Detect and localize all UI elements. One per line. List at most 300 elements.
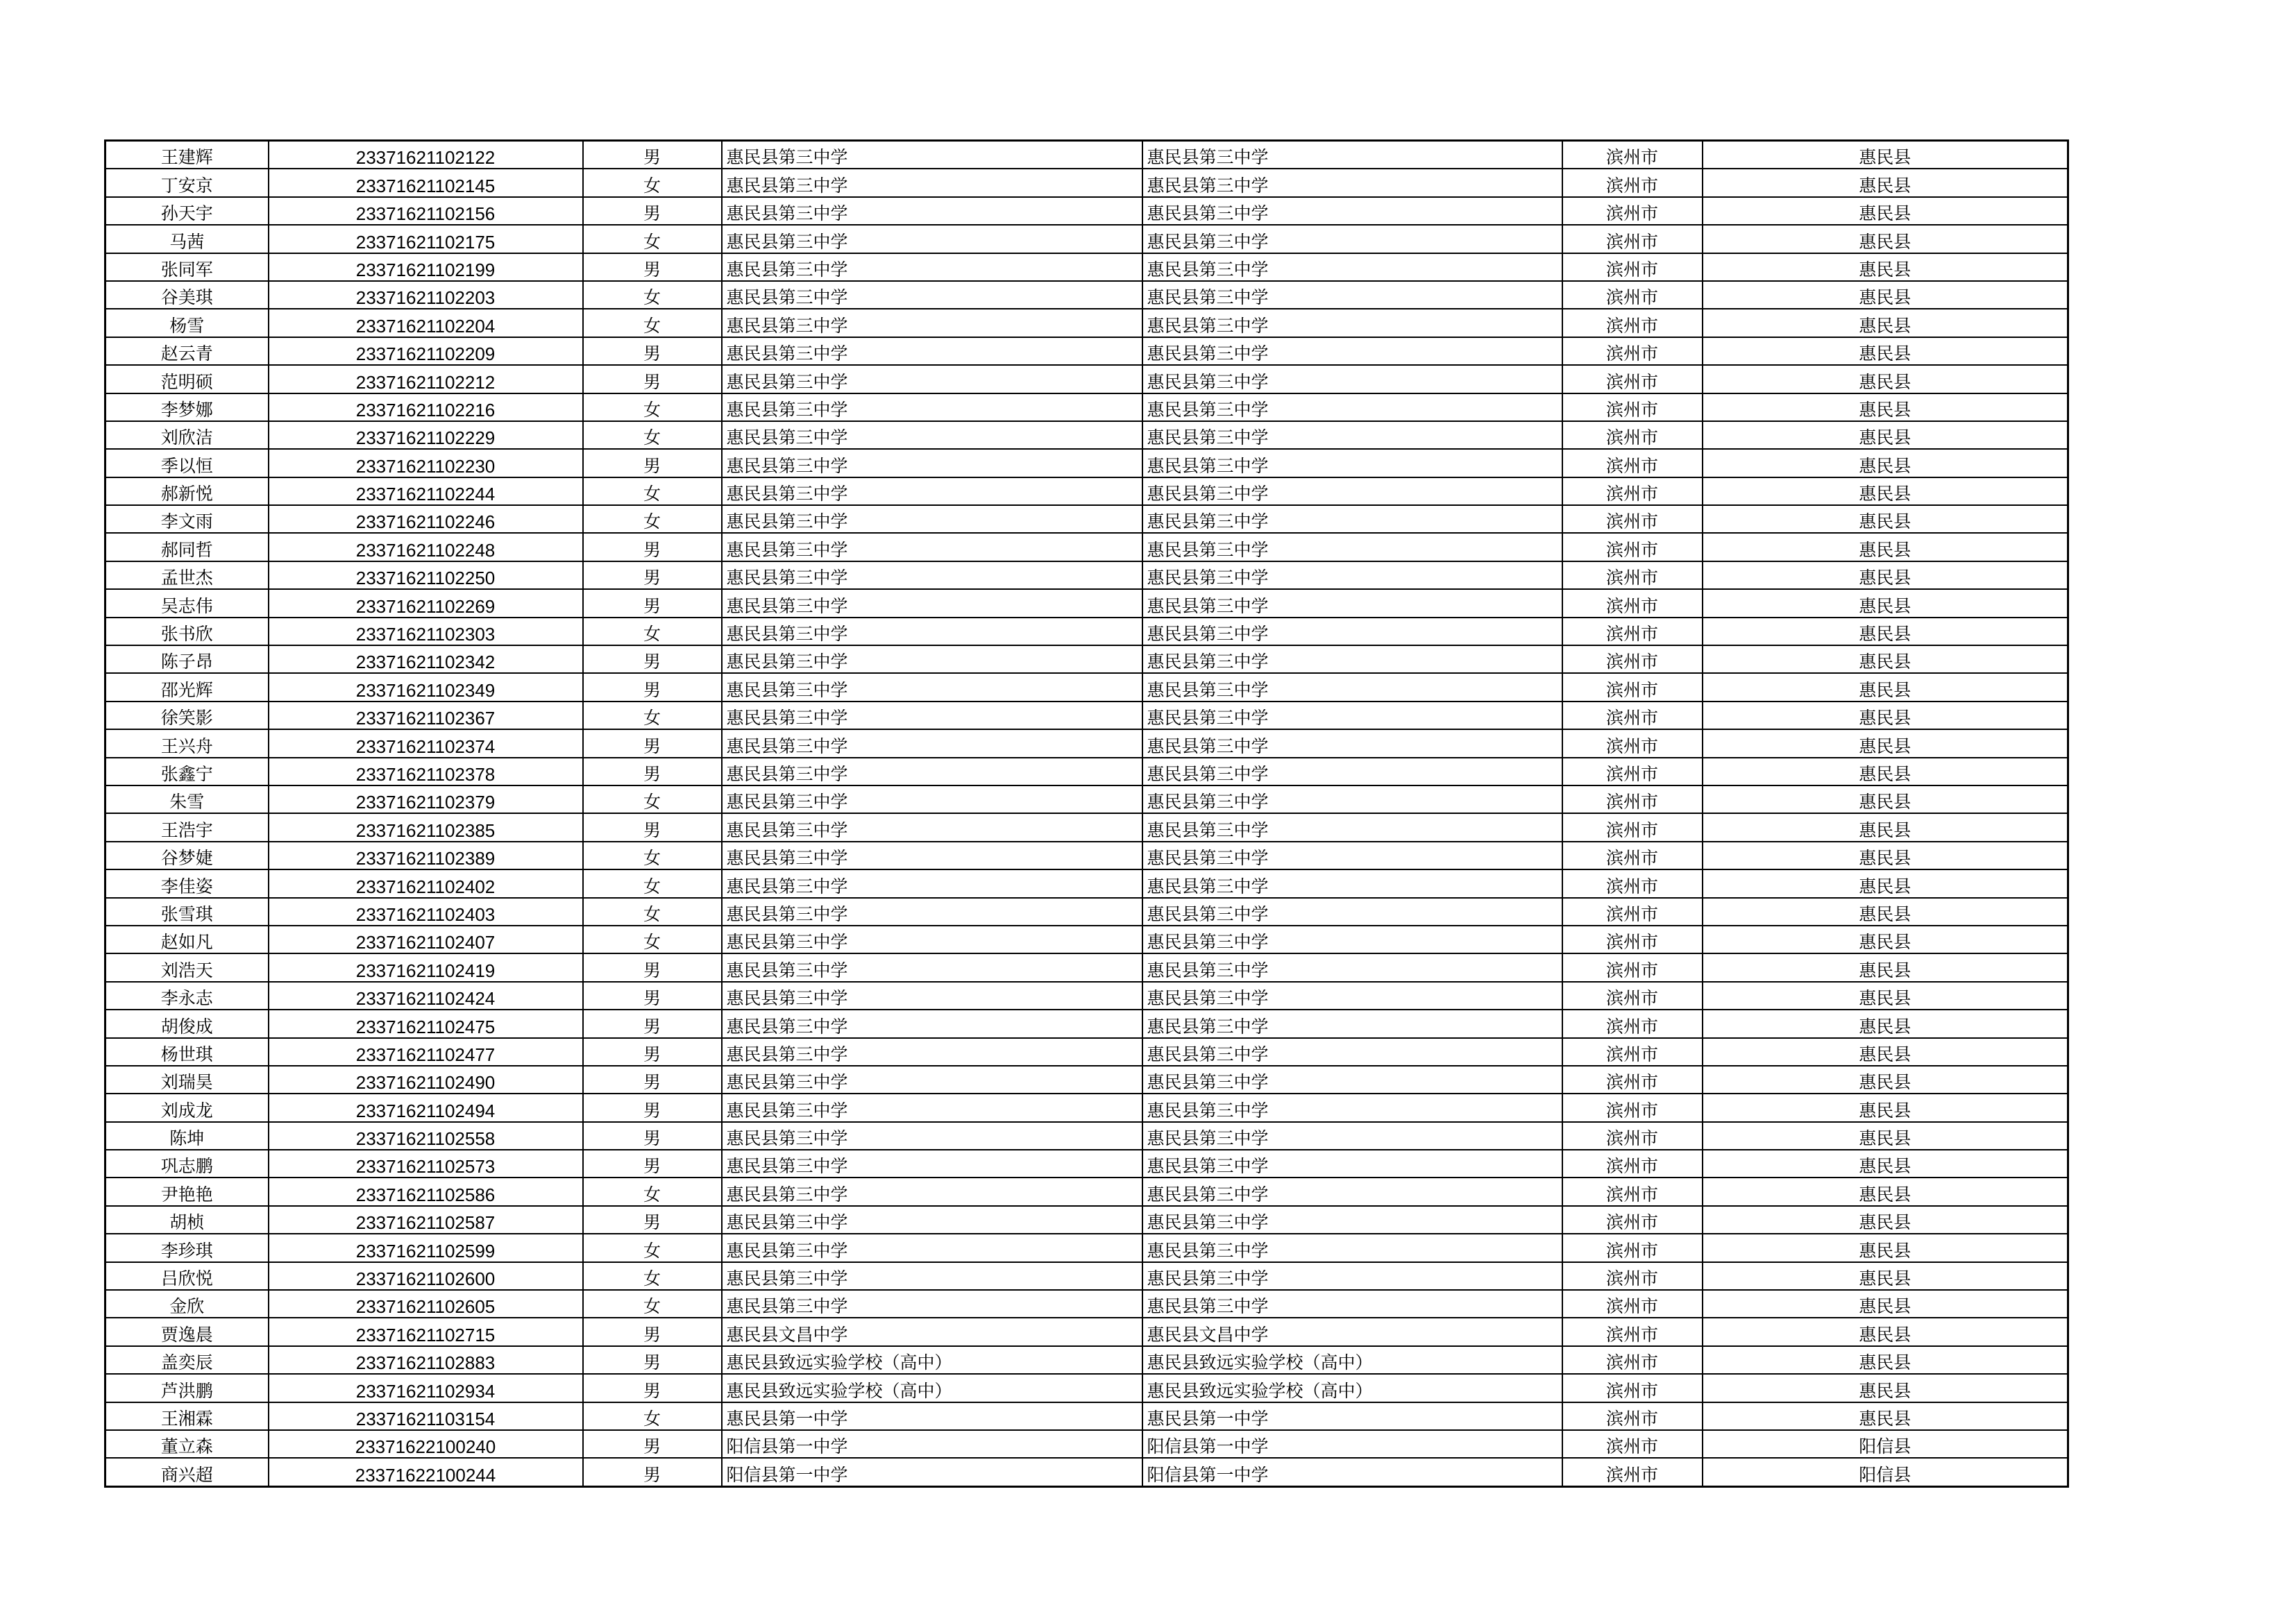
county-cell: 惠民县 <box>1703 1122 2068 1150</box>
table-row <box>105 1234 2068 1261</box>
gender-cell: 女 <box>583 1402 722 1430</box>
city-cell: 滨州市 <box>1562 421 1703 449</box>
exam-number-cell: 23371621102230 <box>269 449 583 477</box>
gender-cell: 男 <box>583 337 722 365</box>
gender-cell: 男 <box>583 673 722 701</box>
table-row <box>105 1150 2068 1178</box>
student-name-cell: 商兴超 <box>105 1458 269 1486</box>
county-cell: 惠民县 <box>1703 1318 2068 1345</box>
school-cell-2: 惠民县第三中学 <box>1142 589 1562 617</box>
county-cell: 惠民县 <box>1703 729 2068 757</box>
school-cell: 惠民县第三中学 <box>722 926 1142 953</box>
school-cell-2: 阳信县第一中学 <box>1142 1430 1562 1458</box>
school-cell-2: 惠民县第三中学 <box>1142 1262 1562 1290</box>
county-cell: 惠民县 <box>1703 1010 2068 1037</box>
exam-number-cell: 23371621103154 <box>269 1402 583 1430</box>
student-name-cell: 陈子昂 <box>105 645 269 673</box>
county-cell: 惠民县 <box>1703 589 2068 617</box>
table-row <box>105 645 2068 673</box>
exam-number-cell: 23371621102475 <box>269 1010 583 1037</box>
table-row <box>105 1206 2068 1234</box>
table-row <box>105 926 2068 953</box>
city-cell: 滨州市 <box>1562 1262 1703 1290</box>
student-name-cell: 芦洪鹏 <box>105 1374 269 1402</box>
gender-cell: 男 <box>583 449 722 477</box>
student-name-cell: 张书欣 <box>105 618 269 645</box>
exam-number-cell: 23371621102250 <box>269 561 583 589</box>
gender-cell: 女 <box>583 1290 722 1318</box>
student-name-cell: 谷美琪 <box>105 281 269 309</box>
school-cell: 阳信县第一中学 <box>722 1458 1142 1486</box>
county-cell: 惠民县 <box>1703 785 2068 813</box>
student-name-cell: 郝同哲 <box>105 533 269 561</box>
exam-number-cell: 23371621102229 <box>269 421 583 449</box>
table-row <box>105 1038 2068 1066</box>
gender-cell: 男 <box>583 758 722 785</box>
gender-cell: 女 <box>583 505 722 533</box>
student-name-cell: 刘成龙 <box>105 1094 269 1121</box>
student-name-cell: 盖奕辰 <box>105 1346 269 1374</box>
table-row <box>105 1178 2068 1205</box>
student-name-cell: 马茜 <box>105 225 269 253</box>
gender-cell: 男 <box>583 813 722 841</box>
school-cell-2: 惠民县第三中学 <box>1142 533 1562 561</box>
school-cell: 惠民县第三中学 <box>722 953 1142 981</box>
exam-number-cell: 23371621102403 <box>269 898 583 926</box>
school-cell: 惠民县第三中学 <box>722 337 1142 365</box>
student-name-cell: 范明硕 <box>105 365 269 393</box>
school-cell-2: 阳信县第一中学 <box>1142 1458 1562 1486</box>
school-cell: 惠民县第三中学 <box>722 1038 1142 1066</box>
gender-cell: 男 <box>583 1206 722 1234</box>
city-cell: 滨州市 <box>1562 645 1703 673</box>
school-cell-2: 惠民县第三中学 <box>1142 197 1562 225</box>
gender-cell: 男 <box>583 1430 722 1458</box>
city-cell: 滨州市 <box>1562 477 1703 505</box>
student-name-cell: 刘欣洁 <box>105 421 269 449</box>
exam-number-cell: 23371622100240 <box>269 1430 583 1458</box>
student-name-cell: 杨世琪 <box>105 1038 269 1066</box>
school-cell-2: 惠民县第三中学 <box>1142 645 1562 673</box>
county-cell: 惠民县 <box>1703 477 2068 505</box>
school-cell-2: 惠民县文昌中学 <box>1142 1318 1562 1345</box>
gender-cell: 女 <box>583 169 722 196</box>
table-row <box>105 1346 2068 1374</box>
school-cell: 惠民县第三中学 <box>722 505 1142 533</box>
school-cell-2: 惠民县第三中学 <box>1142 1290 1562 1318</box>
school-cell: 惠民县第三中学 <box>722 225 1142 253</box>
school-cell-2: 惠民县第三中学 <box>1142 1038 1562 1066</box>
student-name-cell: 杨雪 <box>105 309 269 337</box>
city-cell: 滨州市 <box>1562 813 1703 841</box>
school-cell-2: 惠民县第三中学 <box>1142 1066 1562 1094</box>
gender-cell: 女 <box>583 309 722 337</box>
gender-cell: 女 <box>583 225 722 253</box>
student-name-cell: 尹艳艳 <box>105 1178 269 1205</box>
gender-cell: 男 <box>583 365 722 393</box>
city-cell: 滨州市 <box>1562 1374 1703 1402</box>
table-row <box>105 1010 2068 1037</box>
county-cell: 惠民县 <box>1703 1290 2068 1318</box>
county-cell: 惠民县 <box>1703 645 2068 673</box>
county-cell: 惠民县 <box>1703 533 2068 561</box>
school-cell-2: 惠民县第三中学 <box>1142 1150 1562 1178</box>
table-row <box>105 393 2068 421</box>
city-cell: 滨州市 <box>1562 169 1703 196</box>
table-row <box>105 533 2068 561</box>
student-name-cell: 陈坤 <box>105 1122 269 1150</box>
exam-number-cell: 23371621102600 <box>269 1262 583 1290</box>
student-name-cell: 李珍琪 <box>105 1234 269 1261</box>
city-cell: 滨州市 <box>1562 449 1703 477</box>
school-cell-2: 惠民县第三中学 <box>1142 842 1562 869</box>
city-cell: 滨州市 <box>1562 1206 1703 1234</box>
city-cell: 滨州市 <box>1562 365 1703 393</box>
gender-cell: 女 <box>583 785 722 813</box>
table-row <box>105 421 2068 449</box>
gender-cell: 男 <box>583 1346 722 1374</box>
city-cell: 滨州市 <box>1562 225 1703 253</box>
county-cell: 惠民县 <box>1703 1038 2068 1066</box>
county-cell: 惠民县 <box>1703 561 2068 589</box>
school-cell: 惠民县第三中学 <box>722 1094 1142 1121</box>
city-cell: 滨州市 <box>1562 785 1703 813</box>
school-cell: 惠民县第三中学 <box>722 729 1142 757</box>
student-name-cell: 王建辉 <box>105 141 269 169</box>
student-name-cell: 孙天宇 <box>105 197 269 225</box>
school-cell: 惠民县第三中学 <box>722 785 1142 813</box>
student-name-cell: 贾逸晨 <box>105 1318 269 1345</box>
student-name-cell: 孟世杰 <box>105 561 269 589</box>
city-cell: 滨州市 <box>1562 982 1703 1010</box>
gender-cell: 男 <box>583 729 722 757</box>
school-cell-2: 惠民县第三中学 <box>1142 618 1562 645</box>
city-cell: 滨州市 <box>1562 1094 1703 1121</box>
gender-cell: 男 <box>583 953 722 981</box>
exam-number-cell: 23371621102934 <box>269 1374 583 1402</box>
student-name-cell: 董立森 <box>105 1430 269 1458</box>
city-cell: 滨州市 <box>1562 1458 1703 1486</box>
table-row <box>105 1402 2068 1430</box>
table-row <box>105 225 2068 253</box>
city-cell: 滨州市 <box>1562 337 1703 365</box>
exam-number-cell: 23371621102349 <box>269 673 583 701</box>
county-cell: 惠民县 <box>1703 1374 2068 1402</box>
table-row <box>105 449 2068 477</box>
county-cell: 惠民县 <box>1703 197 2068 225</box>
city-cell: 滨州市 <box>1562 1150 1703 1178</box>
city-cell: 滨州市 <box>1562 926 1703 953</box>
exam-number-cell: 23371621102715 <box>269 1318 583 1345</box>
county-cell: 惠民县 <box>1703 1346 2068 1374</box>
exam-number-cell: 23371621102490 <box>269 1066 583 1094</box>
school-cell-2: 惠民县第三中学 <box>1142 477 1562 505</box>
exam-number-cell: 23371621102419 <box>269 953 583 981</box>
school-cell: 惠民县第三中学 <box>722 618 1142 645</box>
county-cell: 惠民县 <box>1703 673 2068 701</box>
city-cell: 滨州市 <box>1562 1038 1703 1066</box>
exam-number-cell: 23371621102156 <box>269 197 583 225</box>
school-cell-2: 惠民县第三中学 <box>1142 281 1562 309</box>
table-row <box>105 982 2068 1010</box>
county-cell: 惠民县 <box>1703 253 2068 281</box>
student-name-cell: 张雪琪 <box>105 898 269 926</box>
exam-number-cell: 23371621102587 <box>269 1206 583 1234</box>
student-name-cell: 胡桢 <box>105 1206 269 1234</box>
school-cell-2: 惠民县第三中学 <box>1142 982 1562 1010</box>
school-cell: 惠民县第三中学 <box>722 1122 1142 1150</box>
table-row <box>105 813 2068 841</box>
table-row <box>105 365 2068 393</box>
school-cell-2: 惠民县第三中学 <box>1142 505 1562 533</box>
county-cell: 惠民县 <box>1703 141 2068 169</box>
table-row <box>105 337 2068 365</box>
table-row <box>105 1066 2068 1094</box>
school-cell-2: 惠民县第三中学 <box>1142 421 1562 449</box>
exam-number-cell: 23371621102367 <box>269 702 583 729</box>
county-cell: 惠民县 <box>1703 1094 2068 1121</box>
student-name-cell: 巩志鹏 <box>105 1150 269 1178</box>
school-cell-2: 惠民县第三中学 <box>1142 869 1562 897</box>
gender-cell: 男 <box>583 197 722 225</box>
county-cell: 惠民县 <box>1703 842 2068 869</box>
gender-cell: 男 <box>583 1150 722 1178</box>
gender-cell: 女 <box>583 1178 722 1205</box>
school-cell: 惠民县第三中学 <box>722 869 1142 897</box>
school-cell-2: 惠民县致远实验学校（高中） <box>1142 1346 1562 1374</box>
gender-cell: 男 <box>583 533 722 561</box>
school-cell: 惠民县第三中学 <box>722 365 1142 393</box>
student-name-cell: 王浩宇 <box>105 813 269 841</box>
school-cell: 惠民县第三中学 <box>722 533 1142 561</box>
county-cell: 惠民县 <box>1703 309 2068 337</box>
gender-cell: 男 <box>583 1458 722 1486</box>
student-name-cell: 胡俊成 <box>105 1010 269 1037</box>
gender-cell: 男 <box>583 1038 722 1066</box>
table-row <box>105 253 2068 281</box>
student-name-cell: 邵光辉 <box>105 673 269 701</box>
school-cell: 惠民县第三中学 <box>722 393 1142 421</box>
school-cell: 惠民县致远实验学校（高中） <box>722 1374 1142 1402</box>
school-cell-2: 惠民县第三中学 <box>1142 926 1562 953</box>
student-name-cell: 张鑫宁 <box>105 758 269 785</box>
county-cell: 惠民县 <box>1703 1206 2068 1234</box>
exam-number-cell: 23371621102402 <box>269 869 583 897</box>
school-cell: 惠民县第三中学 <box>722 673 1142 701</box>
student-name-cell: 王湘霖 <box>105 1402 269 1430</box>
table-row <box>105 1318 2068 1345</box>
table-row <box>105 197 2068 225</box>
school-cell: 惠民县第三中学 <box>722 169 1142 196</box>
county-cell: 惠民县 <box>1703 393 2068 421</box>
exam-number-cell: 23371621102573 <box>269 1150 583 1178</box>
city-cell: 滨州市 <box>1562 842 1703 869</box>
exam-number-cell: 23371621102379 <box>269 785 583 813</box>
city-cell: 滨州市 <box>1562 702 1703 729</box>
school-cell: 惠民县第三中学 <box>722 561 1142 589</box>
school-cell: 惠民县第三中学 <box>722 421 1142 449</box>
school-cell: 惠民县文昌中学 <box>722 1318 1142 1345</box>
student-name-cell: 张同军 <box>105 253 269 281</box>
city-cell: 滨州市 <box>1562 1290 1703 1318</box>
county-cell: 惠民县 <box>1703 1234 2068 1261</box>
county-cell: 惠民县 <box>1703 618 2068 645</box>
gender-cell: 女 <box>583 421 722 449</box>
student-name-cell: 刘浩天 <box>105 953 269 981</box>
exam-number-cell: 23371621102558 <box>269 1122 583 1150</box>
gender-cell: 女 <box>583 1262 722 1290</box>
gender-cell: 男 <box>583 982 722 1010</box>
table-row <box>105 702 2068 729</box>
county-cell: 惠民县 <box>1703 926 2068 953</box>
city-cell: 滨州市 <box>1562 561 1703 589</box>
exam-number-cell: 23371621102209 <box>269 337 583 365</box>
exam-number-cell: 23371621102212 <box>269 365 583 393</box>
county-cell: 惠民县 <box>1703 337 2068 365</box>
exam-number-cell: 23371621102248 <box>269 533 583 561</box>
city-cell: 滨州市 <box>1562 589 1703 617</box>
exam-number-cell: 23371621102605 <box>269 1290 583 1318</box>
table-row <box>105 141 2068 169</box>
gender-cell: 女 <box>583 1234 722 1261</box>
gender-cell: 男 <box>583 561 722 589</box>
student-name-cell: 李梦娜 <box>105 393 269 421</box>
student-name-cell: 李文雨 <box>105 505 269 533</box>
school-cell: 惠民县第三中学 <box>722 982 1142 1010</box>
table-row <box>105 953 2068 981</box>
school-cell-2: 惠民县第三中学 <box>1142 365 1562 393</box>
school-cell: 惠民县第三中学 <box>722 1178 1142 1205</box>
county-cell: 惠民县 <box>1703 365 2068 393</box>
student-name-cell: 金欣 <box>105 1290 269 1318</box>
school-cell: 惠民县第三中学 <box>722 1234 1142 1261</box>
county-cell: 惠民县 <box>1703 1066 2068 1094</box>
gender-cell: 女 <box>583 898 722 926</box>
city-cell: 滨州市 <box>1562 618 1703 645</box>
school-cell: 惠民县第三中学 <box>722 309 1142 337</box>
school-cell: 惠民县第三中学 <box>722 1066 1142 1094</box>
school-cell: 惠民县第三中学 <box>722 197 1142 225</box>
city-cell: 滨州市 <box>1562 533 1703 561</box>
county-cell: 惠民县 <box>1703 758 2068 785</box>
exam-number-cell: 23371621102424 <box>269 982 583 1010</box>
school-cell: 惠民县第三中学 <box>722 758 1142 785</box>
school-cell: 惠民县第三中学 <box>722 449 1142 477</box>
table-row <box>105 309 2068 337</box>
school-cell: 惠民县第三中学 <box>722 898 1142 926</box>
student-name-cell: 谷梦婕 <box>105 842 269 869</box>
student-name-cell: 郝新悦 <box>105 477 269 505</box>
school-cell: 惠民县第三中学 <box>722 1290 1142 1318</box>
county-cell: 惠民县 <box>1703 421 2068 449</box>
gender-cell: 女 <box>583 477 722 505</box>
city-cell: 滨州市 <box>1562 729 1703 757</box>
county-cell: 惠民县 <box>1703 449 2068 477</box>
school-cell-2: 惠民县第三中学 <box>1142 1206 1562 1234</box>
student-name-cell: 赵如凡 <box>105 926 269 953</box>
school-cell: 惠民县第三中学 <box>722 281 1142 309</box>
gender-cell: 女 <box>583 926 722 953</box>
city-cell: 滨州市 <box>1562 1234 1703 1261</box>
city-cell: 滨州市 <box>1562 393 1703 421</box>
school-cell-2: 惠民县第三中学 <box>1142 169 1562 196</box>
city-cell: 滨州市 <box>1562 197 1703 225</box>
city-cell: 滨州市 <box>1562 1178 1703 1205</box>
school-cell-2: 惠民县第三中学 <box>1142 758 1562 785</box>
city-cell: 滨州市 <box>1562 1430 1703 1458</box>
school-cell-2: 惠民县致远实验学校（高中） <box>1142 1374 1562 1402</box>
school-cell-2: 惠民县第三中学 <box>1142 1122 1562 1150</box>
exam-number-cell: 23371621102883 <box>269 1346 583 1374</box>
student-name-cell: 李永志 <box>105 982 269 1010</box>
city-cell: 滨州市 <box>1562 1346 1703 1374</box>
exam-number-cell: 23371621102175 <box>269 225 583 253</box>
school-cell: 惠民县第三中学 <box>722 253 1142 281</box>
exam-number-cell: 23371621102378 <box>269 758 583 785</box>
exam-number-cell: 23371621102269 <box>269 589 583 617</box>
table-row <box>105 729 2068 757</box>
student-name-cell: 丁安京 <box>105 169 269 196</box>
gender-cell: 男 <box>583 1374 722 1402</box>
county-cell: 阳信县 <box>1703 1458 2068 1486</box>
exam-number-cell: 23371621102477 <box>269 1038 583 1066</box>
exam-number-cell: 23371621102246 <box>269 505 583 533</box>
school-cell-2: 惠民县第三中学 <box>1142 1010 1562 1037</box>
table-row <box>105 673 2068 701</box>
table-row <box>105 561 2068 589</box>
exam-number-cell: 23371621102389 <box>269 842 583 869</box>
county-cell: 惠民县 <box>1703 898 2068 926</box>
table-row <box>105 1430 2068 1458</box>
exam-number-cell: 23371622100244 <box>269 1458 583 1486</box>
city-cell: 滨州市 <box>1562 1010 1703 1037</box>
gender-cell: 男 <box>583 1318 722 1345</box>
school-cell: 阳信县第一中学 <box>722 1430 1142 1458</box>
school-cell-2: 惠民县第三中学 <box>1142 449 1562 477</box>
city-cell: 滨州市 <box>1562 253 1703 281</box>
gender-cell: 女 <box>583 393 722 421</box>
gender-cell: 男 <box>583 141 722 169</box>
table-row <box>105 1122 2068 1150</box>
city-cell: 滨州市 <box>1562 1122 1703 1150</box>
school-cell: 惠民县第三中学 <box>722 645 1142 673</box>
school-cell: 惠民县第三中学 <box>722 1262 1142 1290</box>
exam-number-cell: 23371621102145 <box>269 169 583 196</box>
table-body <box>105 141 2068 1487</box>
school-cell: 惠民县第一中学 <box>722 1402 1142 1430</box>
table-row <box>105 589 2068 617</box>
exam-number-cell: 23371621102203 <box>269 281 583 309</box>
gender-cell: 男 <box>583 645 722 673</box>
gender-cell: 男 <box>583 1066 722 1094</box>
student-name-cell: 李佳姿 <box>105 869 269 897</box>
student-name-cell: 朱雪 <box>105 785 269 813</box>
gender-cell: 女 <box>583 869 722 897</box>
school-cell-2: 惠民县第三中学 <box>1142 253 1562 281</box>
student-name-cell: 吴志伟 <box>105 589 269 617</box>
table-row <box>105 785 2068 813</box>
city-cell: 滨州市 <box>1562 1318 1703 1345</box>
gender-cell: 男 <box>583 589 722 617</box>
school-cell-2: 惠民县第三中学 <box>1142 561 1562 589</box>
county-cell: 阳信县 <box>1703 1430 2068 1458</box>
county-cell: 惠民县 <box>1703 702 2068 729</box>
gender-cell: 女 <box>583 842 722 869</box>
school-cell: 惠民县第三中学 <box>722 842 1142 869</box>
school-cell: 惠民县第三中学 <box>722 813 1142 841</box>
school-cell: 惠民县第三中学 <box>722 589 1142 617</box>
school-cell-2: 惠民县第一中学 <box>1142 1402 1562 1430</box>
